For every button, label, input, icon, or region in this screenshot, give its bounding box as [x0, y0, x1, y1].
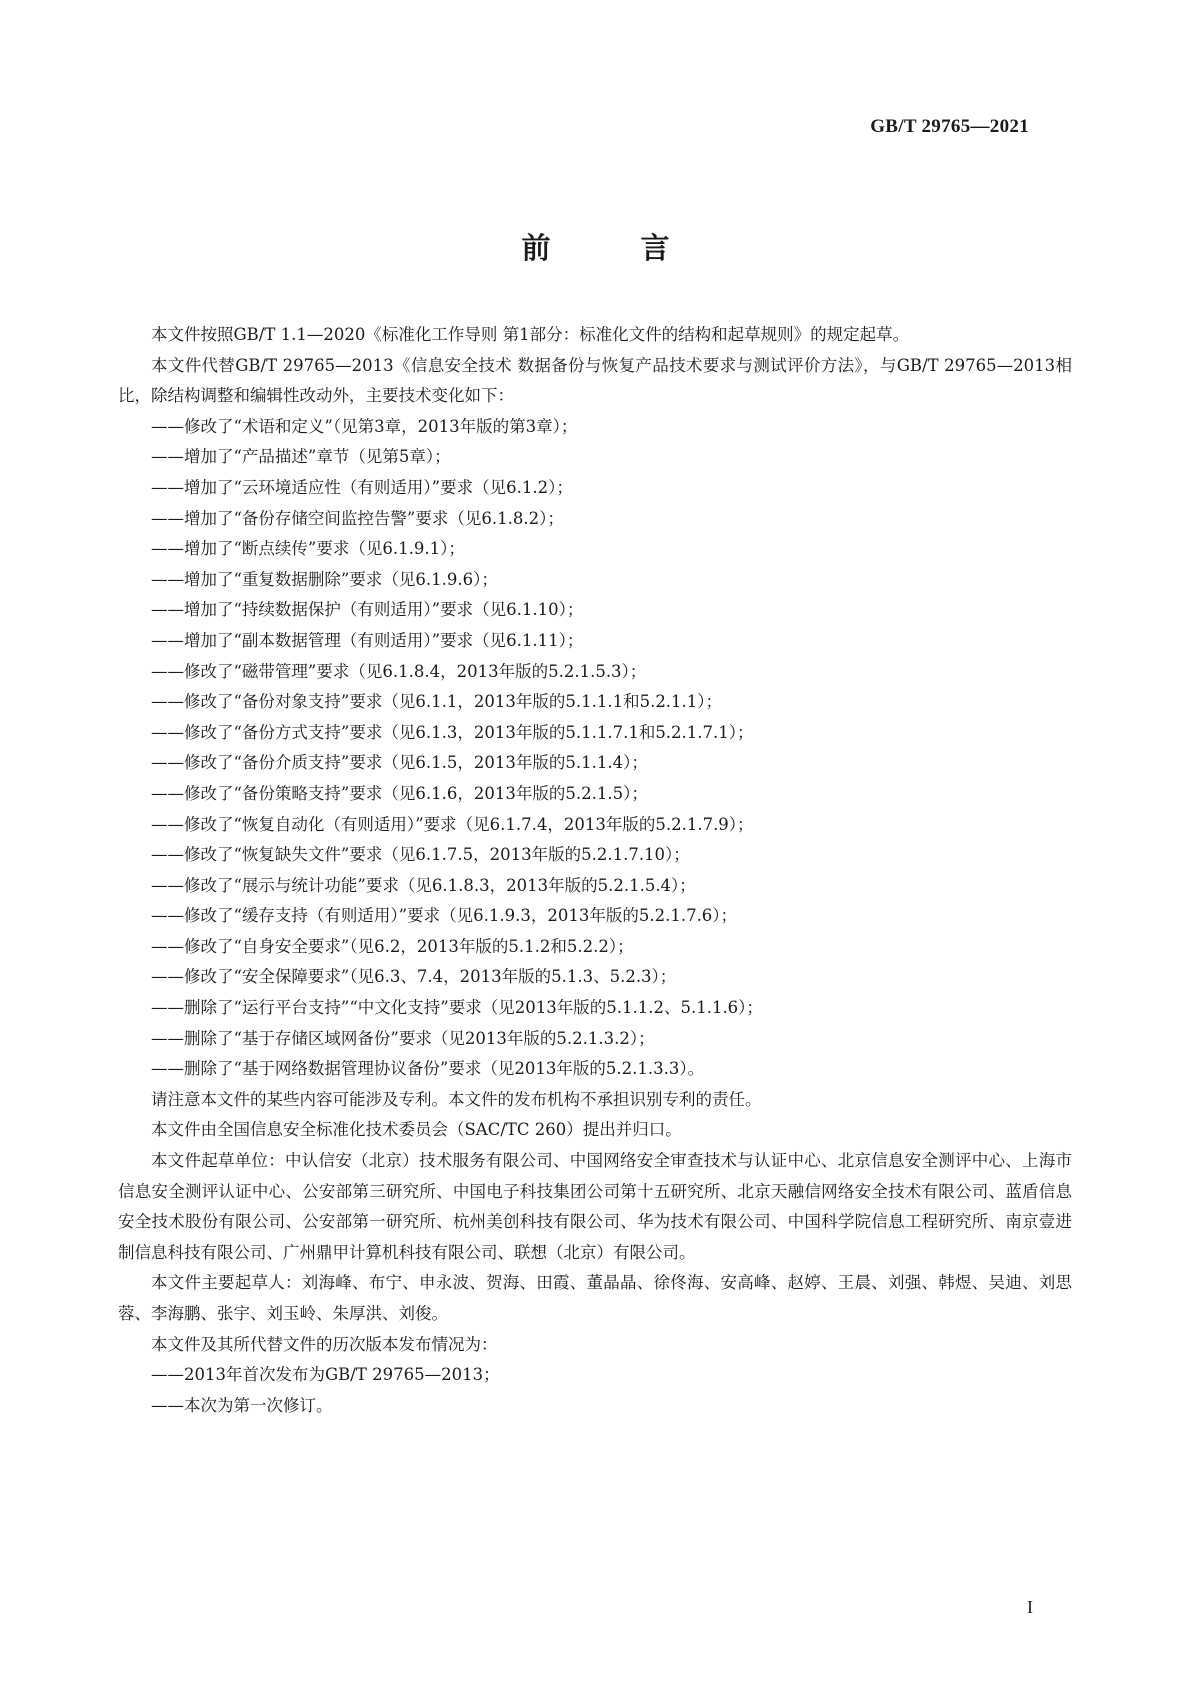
list-item: ——增加了“断点续传”要求（见6.1.9.1）； [151, 539, 465, 559]
list-item: ——增加了“产品描述”章节（见第5章）； [151, 447, 451, 467]
document-body [118, 320, 1072, 1421]
list-item: ——修改了“恢复自动化（有则适用）”要求（见6.1.7.4，2013年版的5.2.1.7.9）； [151, 814, 754, 834]
drafters-paragraph: 本文件主要起草人：刘海峰、布宁、申永波、贺海、田霞、董晶晶、徐佟海、安高峰、赵婷、王晨、刘强、韩煜、吴迪、刘思蓉、李海鹏、张宇、刘玉岭、朱厚洪、刘俊。 [118, 1273, 1072, 1323]
list-item: ——修改了“缓存支持（有则适用）”要求（见6.1.9.3，2013年版的5.2.1.7.6）； [151, 906, 738, 926]
page-number: I [1027, 1597, 1033, 1617]
list-item: ——删除了“基于网络数据管理协议备份”要求（见2013年版的5.2.1.3.3）。 [151, 1059, 705, 1079]
patent-notice: 请注意本文件的某些内容可能涉及专利。本文件的发布机构不承担识别专利的责任。 [151, 1089, 762, 1109]
list-item: ——修改了“恢复缺失文件”要求（见6.1.7.5，2013年版的5.2.1.7.10）； [151, 845, 690, 865]
list-item: ——修改了“备份策略支持”要求（见6.1.6，2013年版的5.2.1.5）； [151, 783, 648, 803]
changes-list [118, 412, 1072, 1085]
history-intro-paragraph: 本文件及其所代替文件的历次版本发布情况为： [151, 1334, 498, 1354]
list-item: ——修改了“磁带管理”要求（见6.1.8.4，2013年版的5.2.1.5.3）； [151, 661, 647, 681]
list-item: ——修改了“安全保障要求”（见6.3、7.4，2013年版的5.1.3、5.2.3）； [151, 967, 677, 987]
list-item: ——修改了“备份对象支持”要求（见6.1.1，2013年版的5.1.1.1和5.2.1.1）； [151, 692, 723, 712]
list-item: ——增加了“持续数据保护（有则适用）”要求（见6.1.10）； [151, 600, 584, 620]
history-list [118, 1360, 1072, 1421]
intro-paragraph: 本文件代替GB/T 29765—2013《信息安全技术 数据备份与恢复产品技术要求与测试评价方法》，与GB/T 29765—2013相比，除结构调整和编辑性改动外，主要技术变化如下： [118, 355, 1072, 406]
page-title: 前 言 [521, 231, 710, 265]
drafting-units-paragraph: 本文件起草单位：中认信安（北京）技术服务有限公司、中国网络安全审查技术与认证中心、北京信息安全测评中心、上海市信息安全测评认证中心、公安部第三研究所、中国电子科技集团公司第十五研究所、北京天融信网络安全技术有限公司、蓝盾信息安全技术股份有限公司、公安部第一研究所、杭州美创科技有限公司、华为技术有限公司、中国科学院信息工程研究所、南京壹进制信息科技有限公司、广州鼎甲计算机科技有限公司、联想（北京）有限公司。 [118, 1151, 1072, 1262]
committee-paragraph: 本文件由全国信息安全标准化技术委员会（SAC/TC 260）提出并归口。 [151, 1120, 682, 1140]
list-item: ——增加了“备份存储空间监控告警”要求（见6.1.8.2）； [151, 508, 564, 528]
list-item: ——修改了“展示与统计功能”要求（见6.1.8.3，2013年版的5.2.1.5.4）； [151, 875, 696, 895]
list-item: ——增加了“副本数据管理（有则适用）”要求（见6.1.11）； [151, 630, 584, 650]
list-item: ——修改了“术语和定义”（见第3章，2013年版的第3章）； [151, 416, 578, 436]
list-item: ——修改了“备份方式支持”要求（见6.1.3，2013年版的5.1.1.7.1和5.2.1.7.1）； [151, 722, 754, 742]
list-item: ——修改了“备份介质支持”要求（见6.1.5，2013年版的5.1.1.4）； [151, 753, 648, 773]
document-code: GB/T 29765—2021 [870, 116, 1029, 137]
list-item: ——删除了“运行平台支持”“中文化支持”要求（见2013年版的5.1.1.2、5.1.1.6）； [151, 998, 763, 1018]
list-item: ——删除了“基于存储区域网备份”要求（见2013年版的5.2.1.3.2）； [151, 1028, 655, 1048]
list-item: ——2013年首次发布为GB/T 29765—2013； [151, 1365, 500, 1385]
list-item: ——修改了“自身安全要求”（见6.2，2013年版的5.1.2和5.2.2）； [151, 936, 634, 956]
list-item: ——增加了“云环境适应性（有则适用）”要求（见6.1.2）； [151, 477, 573, 497]
intro-paragraph: 本文件按照GB/T 1.1—2020《标准化工作导则 第1部分：标准化文件的结构和起草规则》的规定起草。 [151, 325, 910, 344]
list-item: ——增加了“重复数据删除”要求（见6.1.9.6）； [151, 569, 498, 589]
list-item: ——本次为第一次修订。 [151, 1395, 333, 1415]
